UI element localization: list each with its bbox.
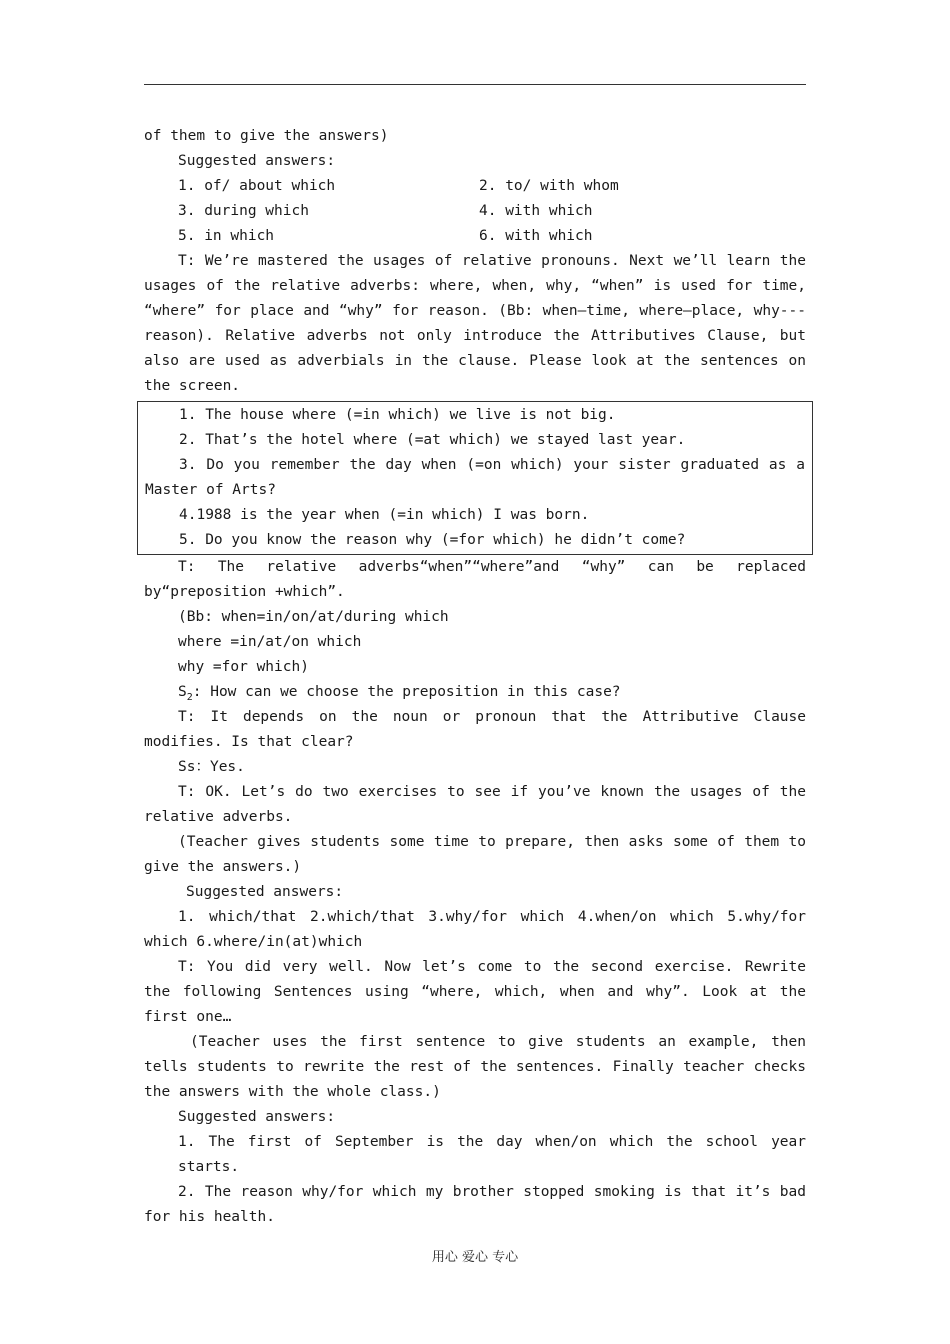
students-reply: Ss：Yes. (178, 759, 245, 775)
teacher-paragraph: T: You did very well. Now let’s come to the second exercise. Rewrite the following Sentences using “where, which, when and why”. Look at the first one… (144, 959, 806, 1025)
teacher-paragraph: T: OK. Let’s do two exercises to see if you’ve known the usages of the relative adverbs. (144, 784, 806, 825)
example-sentences-box (137, 401, 813, 555)
teacher-paragraph: T: The relative adverbs“when”“where”and “why” can be replaced by“preposition +which”. (144, 559, 806, 600)
blackboard-line: (Bb: when=in/on/at/during which (178, 609, 449, 625)
answer-right: 6. with which (479, 228, 593, 244)
teacher-paragraph: T: It depends on the noun or pronoun that the Attributive Clause modifies. Is that clear? (144, 709, 806, 750)
answer-row (144, 174, 806, 199)
student-question-text: : How can we choose the preposition in this case? (192, 684, 621, 700)
answer-row (144, 199, 806, 224)
speaker-label: S (178, 684, 187, 700)
example-sentence: 2. That’s the hotel where (=at which) we stayed last year. (179, 432, 686, 448)
final-answer: 2. The reason why/for which my brother stopped smoking is that it’s bad for his health. (144, 1184, 806, 1225)
final-answer: 1. The first of September is the day when/on which the school year starts. (178, 1134, 806, 1175)
stage-direction: (Teacher gives students some time to prepare, then asks some of them to give the answers.) (144, 834, 806, 875)
example-sentence: 4.1988 is the year when (=in which) I was born. (179, 507, 590, 523)
example-sentence: 3. Do you remember the day when (=on which) your sister graduated as a Master of Arts? (145, 457, 805, 498)
answer-left: 5. in which (178, 228, 275, 244)
intro-line: of them to give the answers) (144, 128, 389, 144)
answer-left: 3. during which (178, 203, 309, 219)
header-rule (144, 84, 806, 85)
suggested-answers-label: Suggested answers: (186, 884, 344, 900)
suggested-answers-label: Suggested answers: (178, 1109, 336, 1125)
blackboard-line: why =for which) (178, 659, 309, 675)
student-question (144, 680, 806, 705)
answer-row (144, 224, 806, 249)
blackboard-line: where =in/at/on which (178, 634, 362, 650)
stage-direction: (Teacher uses the first sentence to give students an example, then tells students to rewrite the rest of the sentences. Finally teacher checks the answers with the whole class.) (144, 1034, 806, 1100)
answers-line: 1. which/that 2.which/that 3.why/for which 4.when/on which 5.why/for which 6.where/in(at)which (144, 909, 806, 950)
teacher-paragraph: T: We’re mastered the usages of relative pronouns. Next we’ll learn the usages of the relative adverbs: where, when, why, “when” is used for time, “where” for place and “why” for reason. (Bb: when—time, where—place, why---reason). Relative adverbs not only introduce the Attributives Clause, but also are used as adverbials in the clause. Please look at the sentences on the screen. (144, 253, 806, 394)
answer-left: 1. of/ about which (178, 178, 336, 194)
page-body (144, 124, 806, 1230)
page-footer: 用心 爱心 专心 (431, 1250, 519, 1265)
answer-right: 4. with which (479, 203, 593, 219)
answer-right: 2. to/ with whom (479, 178, 619, 194)
example-sentence: 1. The house where (=in which) we live is not big. (179, 407, 616, 423)
suggested-answers-label: Suggested answers: (178, 153, 336, 169)
speaker-subscript: 2 (186, 691, 193, 703)
example-sentence: 5. Do you know the reason why (=for which) he didn’t come? (179, 532, 686, 548)
